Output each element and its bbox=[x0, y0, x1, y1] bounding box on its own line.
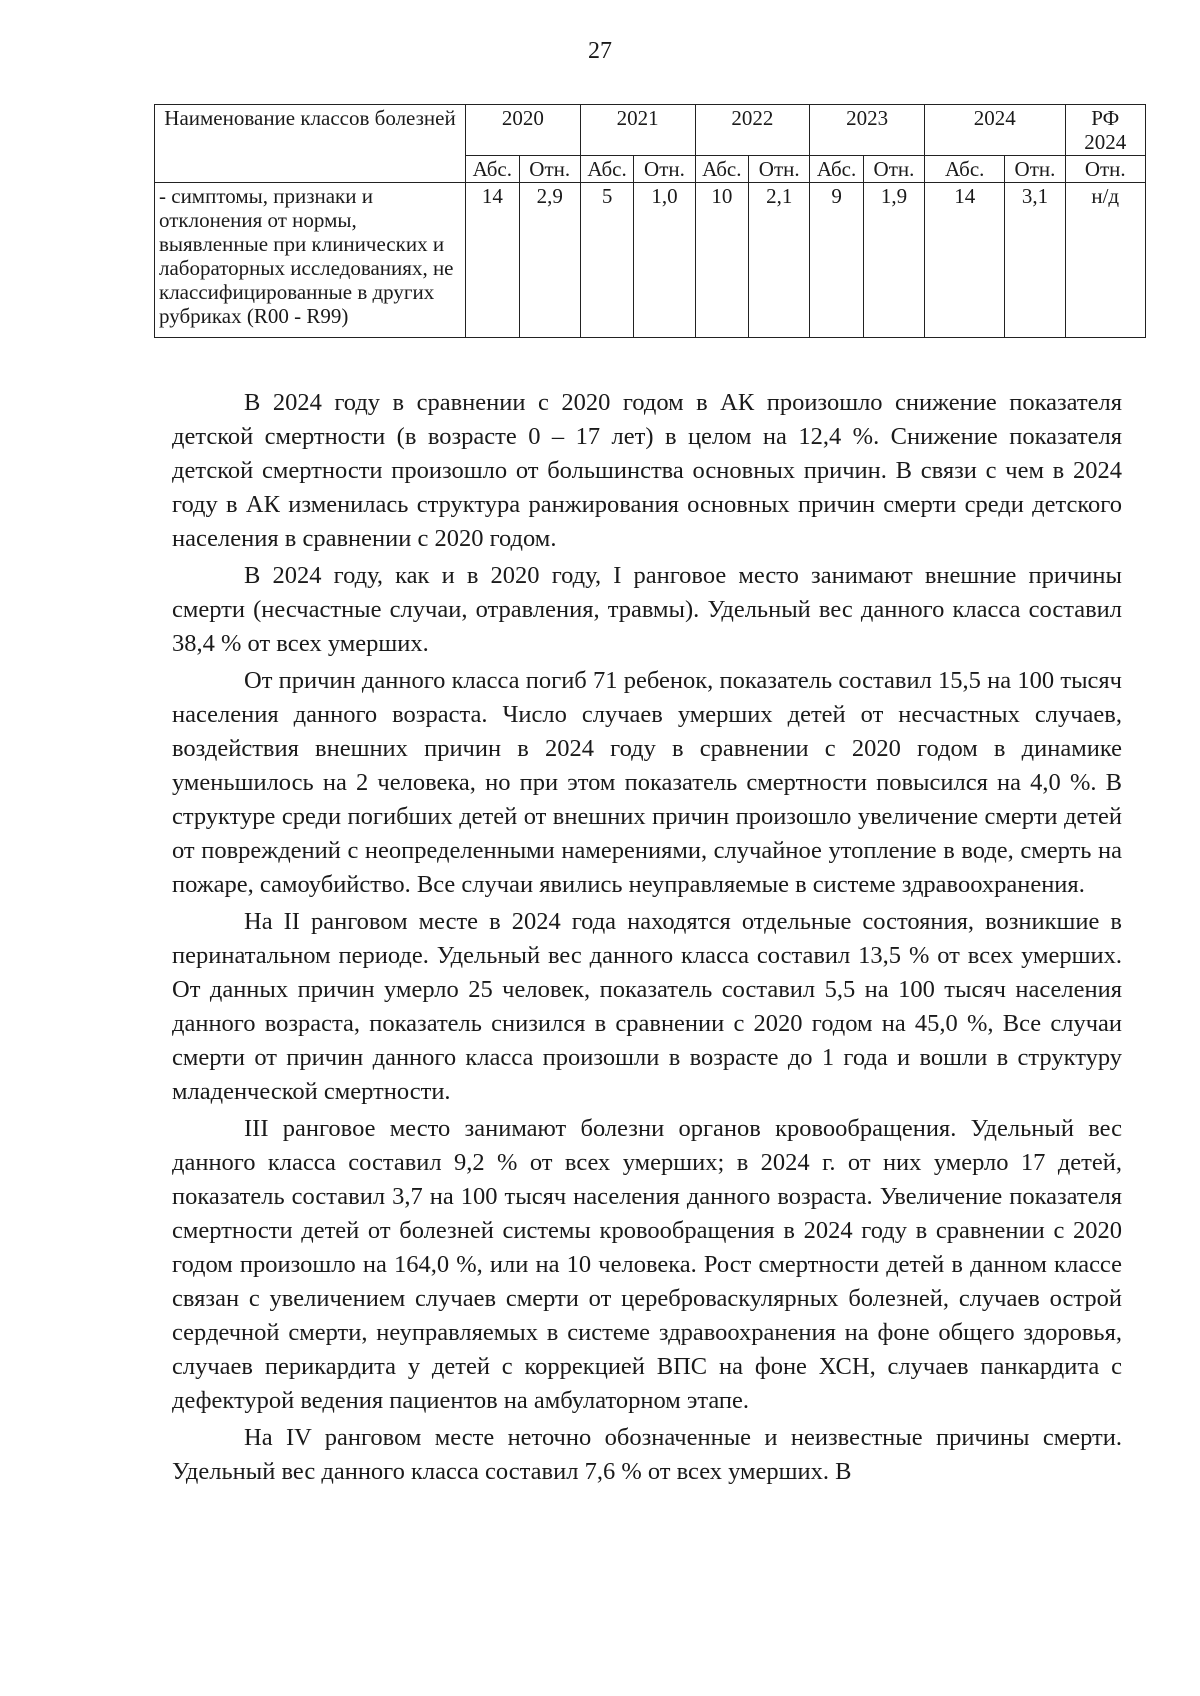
year-header-2024: 2024 bbox=[925, 105, 1065, 156]
paragraph: В 2024 году в сравнении с 2020 годом в АК произошло снижение показателя детской смертности (в возрасте 0 – 17 лет) в целом на 12,4 %. Снижение показателя детской смертности произошло от большинства основных причин. В связи с чем в 2024 году в АК изменилась структура ранжирования основных причин смерти среди детского населения в сравнении с 2020 годом. bbox=[172, 389, 1122, 552]
paragraph: От причин данного класса погиб 71 ребенок, показатель составил 15,5 на 100 тысяч населения данного возраста. Число случаев умерших детей от несчастных случаев, воздействия внешних причин в 2024 году в сравнении с 2020 годом в динамике уменьшилось на 2 человека, но при этом показатель смертности повысился на 4,0 %. В структуре среди погибших детей от внешних причин произошло увеличение смерти детей от повреждений с неопределенными намерениями, случайное утопление в воде, смерть на пожаре, самоубийство. Все случаи явились неуправляемые в системе здравоохранения. bbox=[172, 667, 1122, 898]
year-header-2021: 2021 bbox=[580, 105, 695, 156]
page-number: 27 bbox=[588, 38, 612, 64]
paragraph: III ранговое место занимают болезни органов кровообращения. Удельный вес данного класса составил 9,2 % от всех умерших; в 2024 г. от них умерло 17 детей, показатель составил 3,7 на 100 тысяч населения данного возраста. Увеличение показателя смертности детей от болезней системы кровообращения в 2024 году в сравнении с 2020 годом произошло на 164,0 %, или на 10 человека. Рост смертности детей в данном классе связан с увеличением случаев смерти от цереброваскулярных болезней, случаев острой сердечной смерти, неуправляемых в системе здравоохранения на фоне общего здоровья, случаев перикардита у детей с коррекцией ВПС на фоне ХСН, случаев панкардита с дефектурой ведения пациентов на амбулаторном этапе. bbox=[172, 1115, 1122, 1414]
rel-header: Отн. bbox=[634, 156, 695, 183]
cell-2024-abs: 14 bbox=[925, 183, 1005, 338]
cell-2023-abs: 9 bbox=[810, 183, 864, 338]
class-name-header: Наименование классов болезней bbox=[155, 105, 466, 183]
paragraph: На II ранговом месте в 2024 года находятся отдельные состояния, возникшие в перинатальном периоде. Удельный вес данного класса составил 13,5 % от всех умерших. От данных причин умерло 25 человек, показатель составил 5,5 на 100 тысяч населения данного возраста, показатель снизился в сравнении с 2020 годом на 45,0 %, Все случаи смерти от причин данного класса произошли в возрасте до 1 года и вошли в структуру младенческой смертности. bbox=[172, 908, 1122, 1105]
rel-header: Отн. bbox=[749, 156, 810, 183]
abs-header: Абс. bbox=[466, 156, 520, 183]
year-header-2023: 2023 bbox=[810, 105, 925, 156]
abs-header: Абс. bbox=[925, 156, 1005, 183]
body-text bbox=[172, 386, 1122, 1492]
abs-header: Абс. bbox=[580, 156, 634, 183]
paragraph: В 2024 году, как и в 2020 году, I ранговое место занимают внешние причины смерти (несчастные случаи, отравления, травмы). Удельный вес данного класса составил 38,4 % от всех умерших. bbox=[172, 562, 1122, 657]
rel-header: Отн. bbox=[1005, 156, 1065, 183]
rel-header: Отн. bbox=[519, 156, 580, 183]
cell-2024-rel: 3,1 bbox=[1005, 183, 1065, 338]
table-row bbox=[155, 183, 1146, 338]
cell-rf-rel: н/д bbox=[1065, 183, 1146, 338]
cell-2022-rel: 2,1 bbox=[749, 183, 810, 338]
row-label: - симптомы, признаки и отклонения от нормы, выявленные при клинических и лабораторных исследованиях, не классифицированные в других рубриках (R00 - R99) bbox=[155, 183, 466, 338]
rf-rel-header: Отн. bbox=[1065, 156, 1146, 183]
paragraph: На IV ранговом месте неточно обозначенные и неизвестные причины смерти. Удельный вес данного класса составил 7,6 % от всех умерших. В bbox=[172, 1424, 1122, 1485]
rf-header: РФ 2024 bbox=[1065, 105, 1146, 156]
abs-header: Абс. bbox=[810, 156, 864, 183]
mortality-table bbox=[154, 104, 1146, 338]
cell-2020-abs: 14 bbox=[466, 183, 520, 338]
year-header-2022: 2022 bbox=[695, 105, 810, 156]
abs-header: Абс. bbox=[695, 156, 749, 183]
cell-2021-rel: 1,0 bbox=[634, 183, 695, 338]
rel-header: Отн. bbox=[863, 156, 924, 183]
cell-2020-rel: 2,9 bbox=[519, 183, 580, 338]
cell-2021-abs: 5 bbox=[580, 183, 634, 338]
cell-2022-abs: 10 bbox=[695, 183, 749, 338]
cell-2023-rel: 1,9 bbox=[863, 183, 924, 338]
year-header-2020: 2020 bbox=[466, 105, 581, 156]
